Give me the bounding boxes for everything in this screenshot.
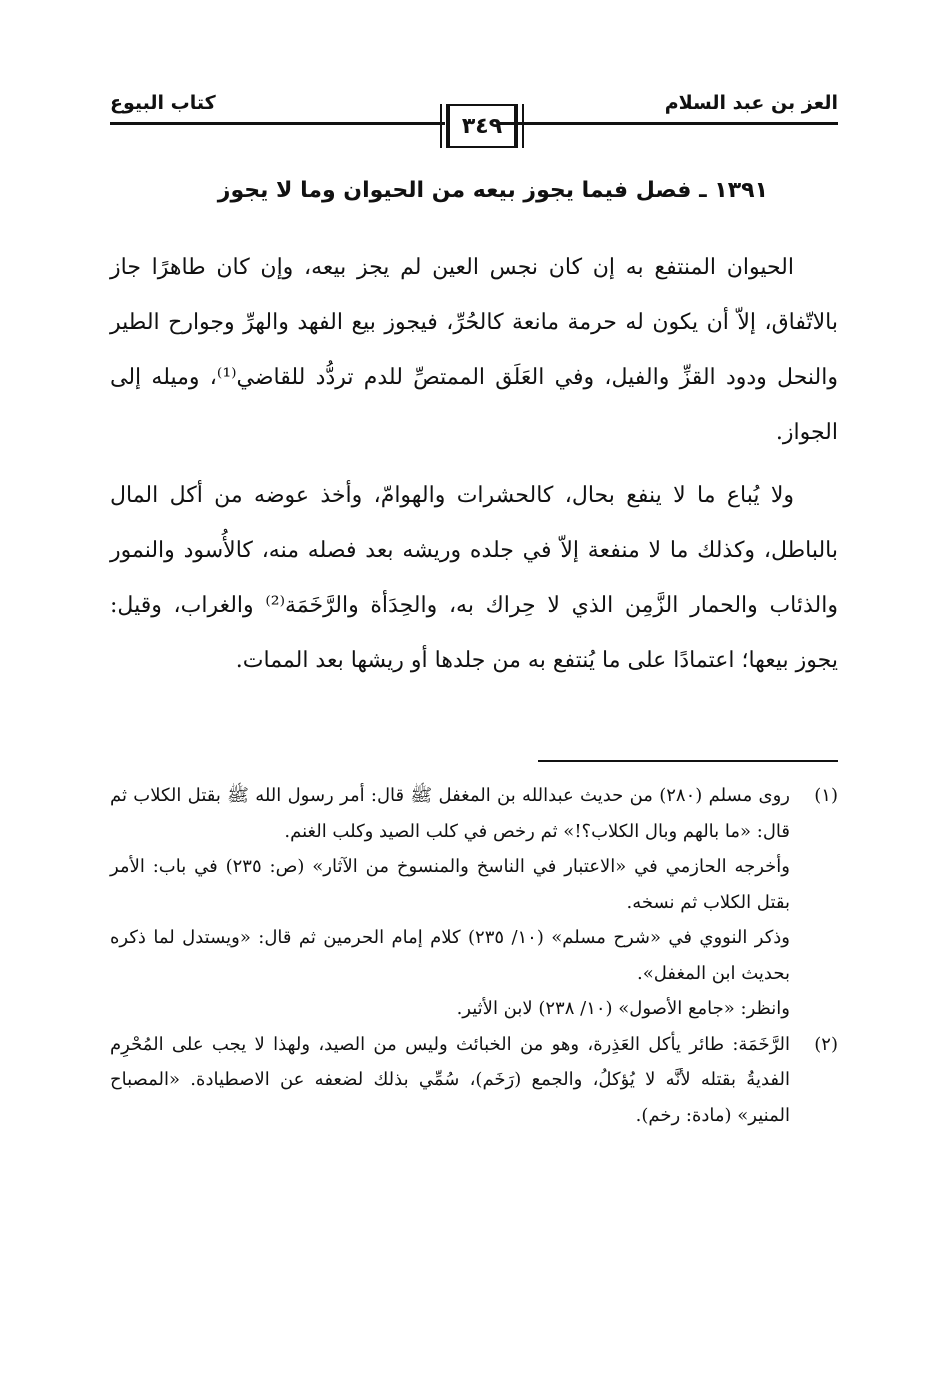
footnote-line: وانظر: «جامع الأصول» (١٠/ ٢٣٨) لابن الأثير.: [456, 998, 790, 1019]
footnote-line: وأخرجه الحازمي في «الاعتبار في الناسخ والمنسوخ من الآثار» (ص: ٢٣٥) في باب: الأمر بقتل الكلاب ثم نسخه.: [110, 856, 791, 913]
page-number: ٣٤٩: [448, 104, 516, 148]
footnote-1: [110, 778, 838, 1027]
body-paragraph-1: الحيوان المنتفع به إن كان نجس العين لم يجز بيعه، وإن كان طاهرًا جاز بالاتّفاق، إلاّ أن يكون له حرمة مانعة كالحُرِّ، فيجوز بيع الفهد والهرِّ وجوارح الطير والنحل ودود القزِّ والفيل، وفي العَلَق الممتصِّ للدم تردُّد للقاضي⁽¹⁾، وميله إلى الجواز.: [110, 255, 838, 445]
header-rule-left: [110, 122, 445, 125]
running-header-author: العز بن عبد السلام: [664, 92, 838, 114]
footnotes: [110, 778, 838, 1133]
footnote-2: [110, 1027, 838, 1134]
footnote-separator: [538, 760, 838, 762]
section-title: ١٣٩١ ـ فصل فيما يجوز بيعه من الحيوان وما لا يجوز: [217, 178, 768, 203]
main-text: [110, 240, 838, 696]
footnote-line: روى مسلم (٢٨٠) من حديث عبدالله بن المغفل ﷺ قال: أمر رسول الله ﷺ بقتل الكلاب ثم قال: «ما بالهم وبال الكلاب؟!» ثم رخص في كلب الصيد وكلب الغنم.: [110, 785, 790, 842]
footnote-number: (١): [814, 785, 838, 806]
running-header-book: كتاب البيوع: [110, 92, 216, 114]
body-paragraph-2: ولا يُباع ما لا ينفع بحال، كالحشرات والهوامّ، وأخذ عوضه من أكل المال بالباطل، وكذلك ما لا منفعة إلاّ في جلده وريشه بعد فصله منه، كالأُسود والنمور والذئاب والحمار الزَّمِن الذي لا حِراك به، والحِدَأة والرَّخَمَة⁽²⁾ والغراب، وقيل: يجوز بيعها؛ اعتمادًا على ما يُنتفع به من جلدها أو ريشها بعد الممات.: [110, 483, 838, 673]
footnote-number: (٢): [814, 1033, 838, 1055]
header-rule-right: [500, 122, 838, 125]
footnote-line: وذكر النووي في «شرح مسلم» (١٠/ ٢٣٥) كلام إمام الحرمين ثم قال: «ويستدل لما ذكره بحديث ابن المغفل».: [110, 927, 790, 984]
footnote-line: الرَّخَمَة: طائر يأكل العَذِرة، وهو من الخبائث وليس من الصيد، ولهذا لا يجب على المُحْرِم الفديةُ بقتله لأنَّه لا يُؤكلُ، والجمع (رَخَم)، سُمِّي بذلك لضعفه عن الاصطيادة. «المصباح المنير» (مادة: رخم).: [110, 1033, 790, 1126]
